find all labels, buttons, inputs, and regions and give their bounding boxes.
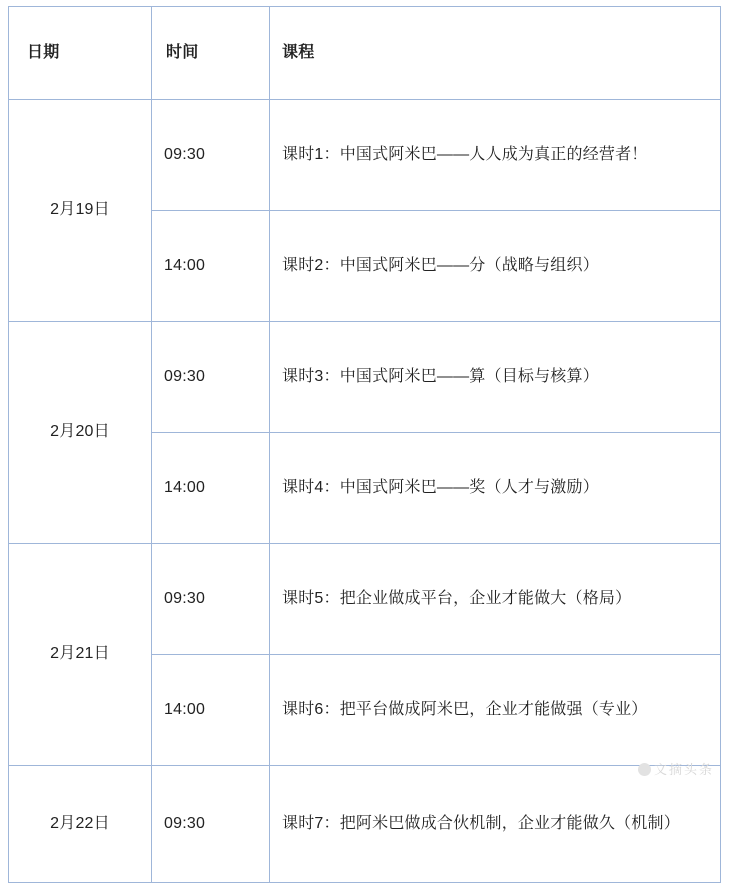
table-row — [9, 766, 721, 883]
time-cell: 14:00 — [152, 211, 270, 322]
course-cell: 课时6：把平台做成阿米巴，企业才能做强（专业） — [270, 655, 721, 766]
time-cell: 09:30 — [152, 544, 270, 655]
course-cell: 课时7：把阿米巴做成合伙机制，企业才能做久（机制） — [270, 766, 721, 883]
watermark-text: 文摘头条 — [653, 762, 714, 777]
time-cell: 09:30 — [152, 322, 270, 433]
time-cell: 09:30 — [152, 100, 270, 211]
table-row — [9, 322, 721, 433]
time-cell: 14:00 — [152, 433, 270, 544]
date-cell: 2月21日 — [9, 544, 152, 766]
column-header-date: 日期 — [9, 7, 152, 100]
course-cell: 课时2：中国式阿米巴——分（战略与组织） — [270, 211, 721, 322]
watermark-logo-icon — [638, 763, 651, 776]
table-row — [9, 100, 721, 211]
date-cell: 2月22日 — [9, 766, 152, 883]
course-cell: 课时4：中国式阿米巴——奖（人才与激励） — [270, 433, 721, 544]
time-cell: 14:00 — [152, 655, 270, 766]
date-cell: 2月20日 — [9, 322, 152, 544]
time-cell: 09:30 — [152, 766, 270, 883]
column-header-course: 课程 — [270, 7, 721, 100]
schedule-table — [8, 6, 721, 883]
column-header-time: 时间 — [152, 7, 270, 100]
date-cell: 2月19日 — [9, 100, 152, 322]
table-header-row — [9, 7, 721, 100]
course-cell: 课时3：中国式阿米巴——算（目标与核算） — [270, 322, 721, 433]
course-cell: 课时5：把企业做成平台，企业才能做大（格局） — [270, 544, 721, 655]
table-row — [9, 544, 721, 655]
course-schedule — [8, 6, 720, 883]
course-cell: 课时1：中国式阿米巴——人人成为真正的经营者！ — [270, 100, 721, 211]
watermark — [638, 759, 714, 778]
